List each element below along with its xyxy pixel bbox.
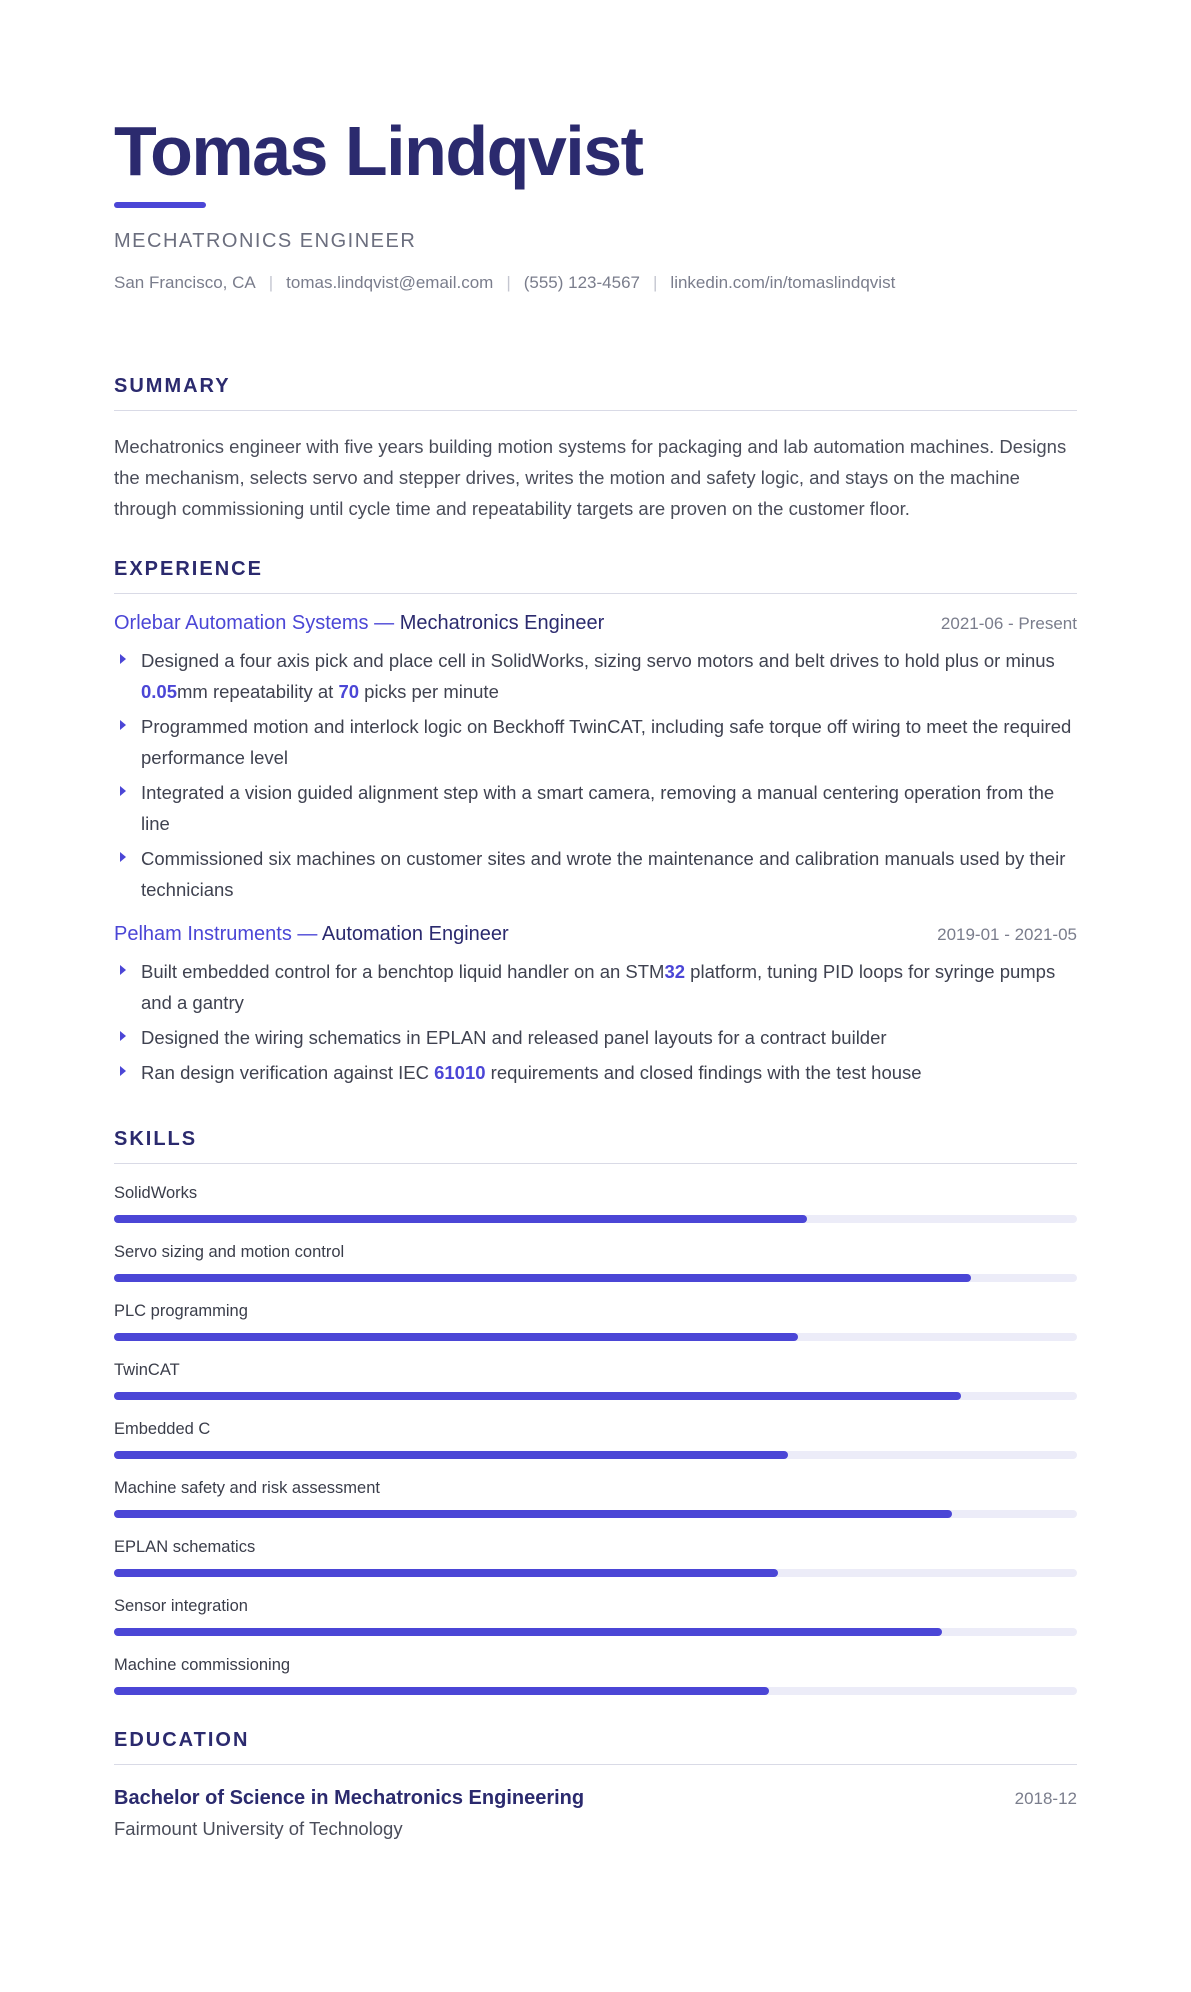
skills-heading: SKILLS	[114, 1128, 1077, 1164]
skill-bar-fill	[114, 1687, 769, 1695]
job-entry	[114, 612, 1077, 905]
education-date: 2018-12	[1014, 1789, 1077, 1808]
skill-bar-fill	[114, 1628, 942, 1636]
bullet-text: Programmed motion and interlock logic on Beckhoff TwinCAT, including safe torque off wiring to meet the required performance level	[141, 716, 1072, 768]
position-title: Mechatronics Engineer	[399, 612, 605, 634]
summary-text: Mechatronics engineer with five years building motion systems for packaging and lab automation machines. Designs the mechanism, selects servo and stepper drives, writes the motion and safety logic, and stays on the machine through commissioning until cycle time and repeatability targets are proven on the customer floor.	[114, 436, 1067, 519]
summary-section	[114, 375, 1077, 524]
skill-label: SolidWorks	[114, 1184, 198, 1202]
job-entry	[114, 923, 1077, 1088]
skill-item	[114, 1302, 1077, 1341]
skill-bar-track	[114, 1274, 1077, 1282]
job-role: MECHATRONICS ENGINEER	[114, 230, 417, 252]
highlight-metric: 61010	[434, 1062, 486, 1083]
skill-bar-track	[114, 1569, 1077, 1577]
contact-separator: |	[506, 273, 511, 292]
job-bullets	[114, 956, 1077, 1088]
degree-title: Bachelor of Science in Mechatronics Engineering	[114, 1787, 585, 1809]
job-header	[114, 612, 1077, 635]
contact-separator: |	[653, 273, 658, 292]
job-title	[114, 612, 604, 635]
experience-heading: EXPERIENCE	[114, 558, 1077, 594]
skill-bar-fill	[114, 1274, 971, 1282]
contact-linkedin[interactable]: linkedin.com/in/tomaslindqvist	[670, 273, 896, 292]
skill-item	[114, 1656, 1077, 1695]
skill-item	[114, 1361, 1077, 1400]
skill-label: EPLAN schematics	[114, 1538, 256, 1556]
skill-bar-track	[114, 1687, 1077, 1695]
skill-bar-fill	[114, 1451, 788, 1459]
skill-label: Machine commissioning	[114, 1656, 291, 1674]
bullet-item	[114, 956, 1077, 1018]
title-dash: —	[368, 612, 400, 634]
contact-email[interactable]: tomas.lindqvist@email.com	[286, 273, 494, 292]
bullet-text: picks per minute	[359, 681, 499, 702]
job-date: 2021-06 - Present	[940, 614, 1077, 633]
name-accent-bar	[114, 202, 206, 208]
triangle-bullet-icon	[120, 852, 126, 862]
skill-item	[114, 1538, 1077, 1577]
bullet-text: Integrated a vision guided alignment step with a smart camera, removing a manual centering operation from the line	[141, 782, 1055, 834]
skill-bar-fill	[114, 1510, 952, 1518]
contact-line	[114, 273, 1077, 293]
triangle-bullet-icon	[120, 720, 126, 730]
skill-label: PLC programming	[114, 1302, 248, 1320]
bullet-item	[114, 1057, 1077, 1088]
title-dash: —	[291, 923, 322, 945]
bullet-text: mm repeatability at	[177, 681, 339, 702]
triangle-bullet-icon	[120, 786, 126, 796]
skill-label: Sensor integration	[114, 1597, 248, 1615]
triangle-bullet-icon	[120, 654, 126, 664]
bullet-text: Designed a four axis pick and place cell in SolidWorks, sizing servo motors and belt drives to hold plus or minus	[141, 650, 1055, 671]
skill-bar-track	[114, 1628, 1077, 1636]
skill-bar-fill	[114, 1215, 807, 1223]
skill-bar-track	[114, 1451, 1077, 1459]
triangle-bullet-icon	[120, 1066, 126, 1076]
contact-phone[interactable]: (555) 123-4567	[523, 273, 640, 292]
bullet-text: requirements and closed findings with the test house	[485, 1062, 922, 1083]
company-name: Pelham Instruments	[114, 923, 292, 945]
experience-section	[114, 558, 1077, 1088]
candidate-name: Tomas Lindqvist	[114, 112, 643, 190]
job-date: 2019-01 - 2021-05	[937, 925, 1077, 944]
skill-label: Machine safety and risk assessment	[114, 1479, 380, 1497]
summary-heading: SUMMARY	[114, 375, 1077, 411]
skill-bar-fill	[114, 1569, 778, 1577]
bullet-text: Commissioned six machines on customer sites and wrote the maintenance and calibration manuals used by their technicians	[141, 848, 1066, 900]
skill-item	[114, 1243, 1077, 1282]
skill-bar-track	[114, 1215, 1077, 1223]
bullet-text: Designed the wiring schematics in EPLAN and released panel layouts for a contract builder	[141, 1027, 887, 1048]
bullet-text: Ran design verification against IEC	[141, 1062, 435, 1083]
skill-bar-fill	[114, 1392, 961, 1400]
company-name: Orlebar Automation Systems	[114, 612, 369, 634]
bullet-item	[114, 777, 1077, 839]
skill-label: Servo sizing and motion control	[114, 1243, 345, 1261]
skill-bar-fill	[114, 1333, 798, 1341]
highlight-metric: 70	[338, 681, 360, 702]
skill-label: Embedded C	[114, 1420, 211, 1438]
school-name: Fairmount University of Technology	[114, 1818, 403, 1839]
skills-section	[114, 1128, 1077, 1695]
job-list	[114, 612, 1077, 1088]
bullet-item	[114, 843, 1077, 905]
bullet-item	[114, 1022, 1077, 1053]
bullet-item	[114, 711, 1077, 773]
skill-item	[114, 1184, 1077, 1223]
skill-item	[114, 1597, 1077, 1636]
highlight-metric: 0.05	[141, 681, 178, 702]
triangle-bullet-icon	[120, 1031, 126, 1041]
bullet-text: platform, tuning PID loops for syringe pumps and a gantry	[141, 961, 1056, 1013]
education-section	[114, 1729, 1077, 1840]
skill-bar-track	[114, 1333, 1077, 1341]
skill-bar-track	[114, 1392, 1077, 1400]
job-header	[114, 923, 1077, 946]
skill-label: TwinCAT	[114, 1361, 180, 1379]
bullet-text: Built embedded control for a benchtop liquid handler on an STM	[141, 961, 665, 982]
skill-list	[114, 1184, 1077, 1695]
skill-bar-track	[114, 1510, 1077, 1518]
education-heading: EDUCATION	[114, 1729, 1077, 1765]
contact-separator: |	[268, 273, 274, 292]
job-bullets	[114, 645, 1077, 905]
skill-item	[114, 1479, 1077, 1518]
triangle-bullet-icon	[120, 965, 126, 975]
position-title: Automation Engineer	[321, 923, 509, 945]
skill-item	[114, 1420, 1077, 1459]
highlight-metric: 32	[664, 961, 686, 982]
job-title	[114, 923, 509, 946]
bullet-item	[114, 645, 1077, 707]
contact-location: San Francisco, CA	[114, 273, 256, 292]
education-entry	[114, 1787, 1077, 1810]
